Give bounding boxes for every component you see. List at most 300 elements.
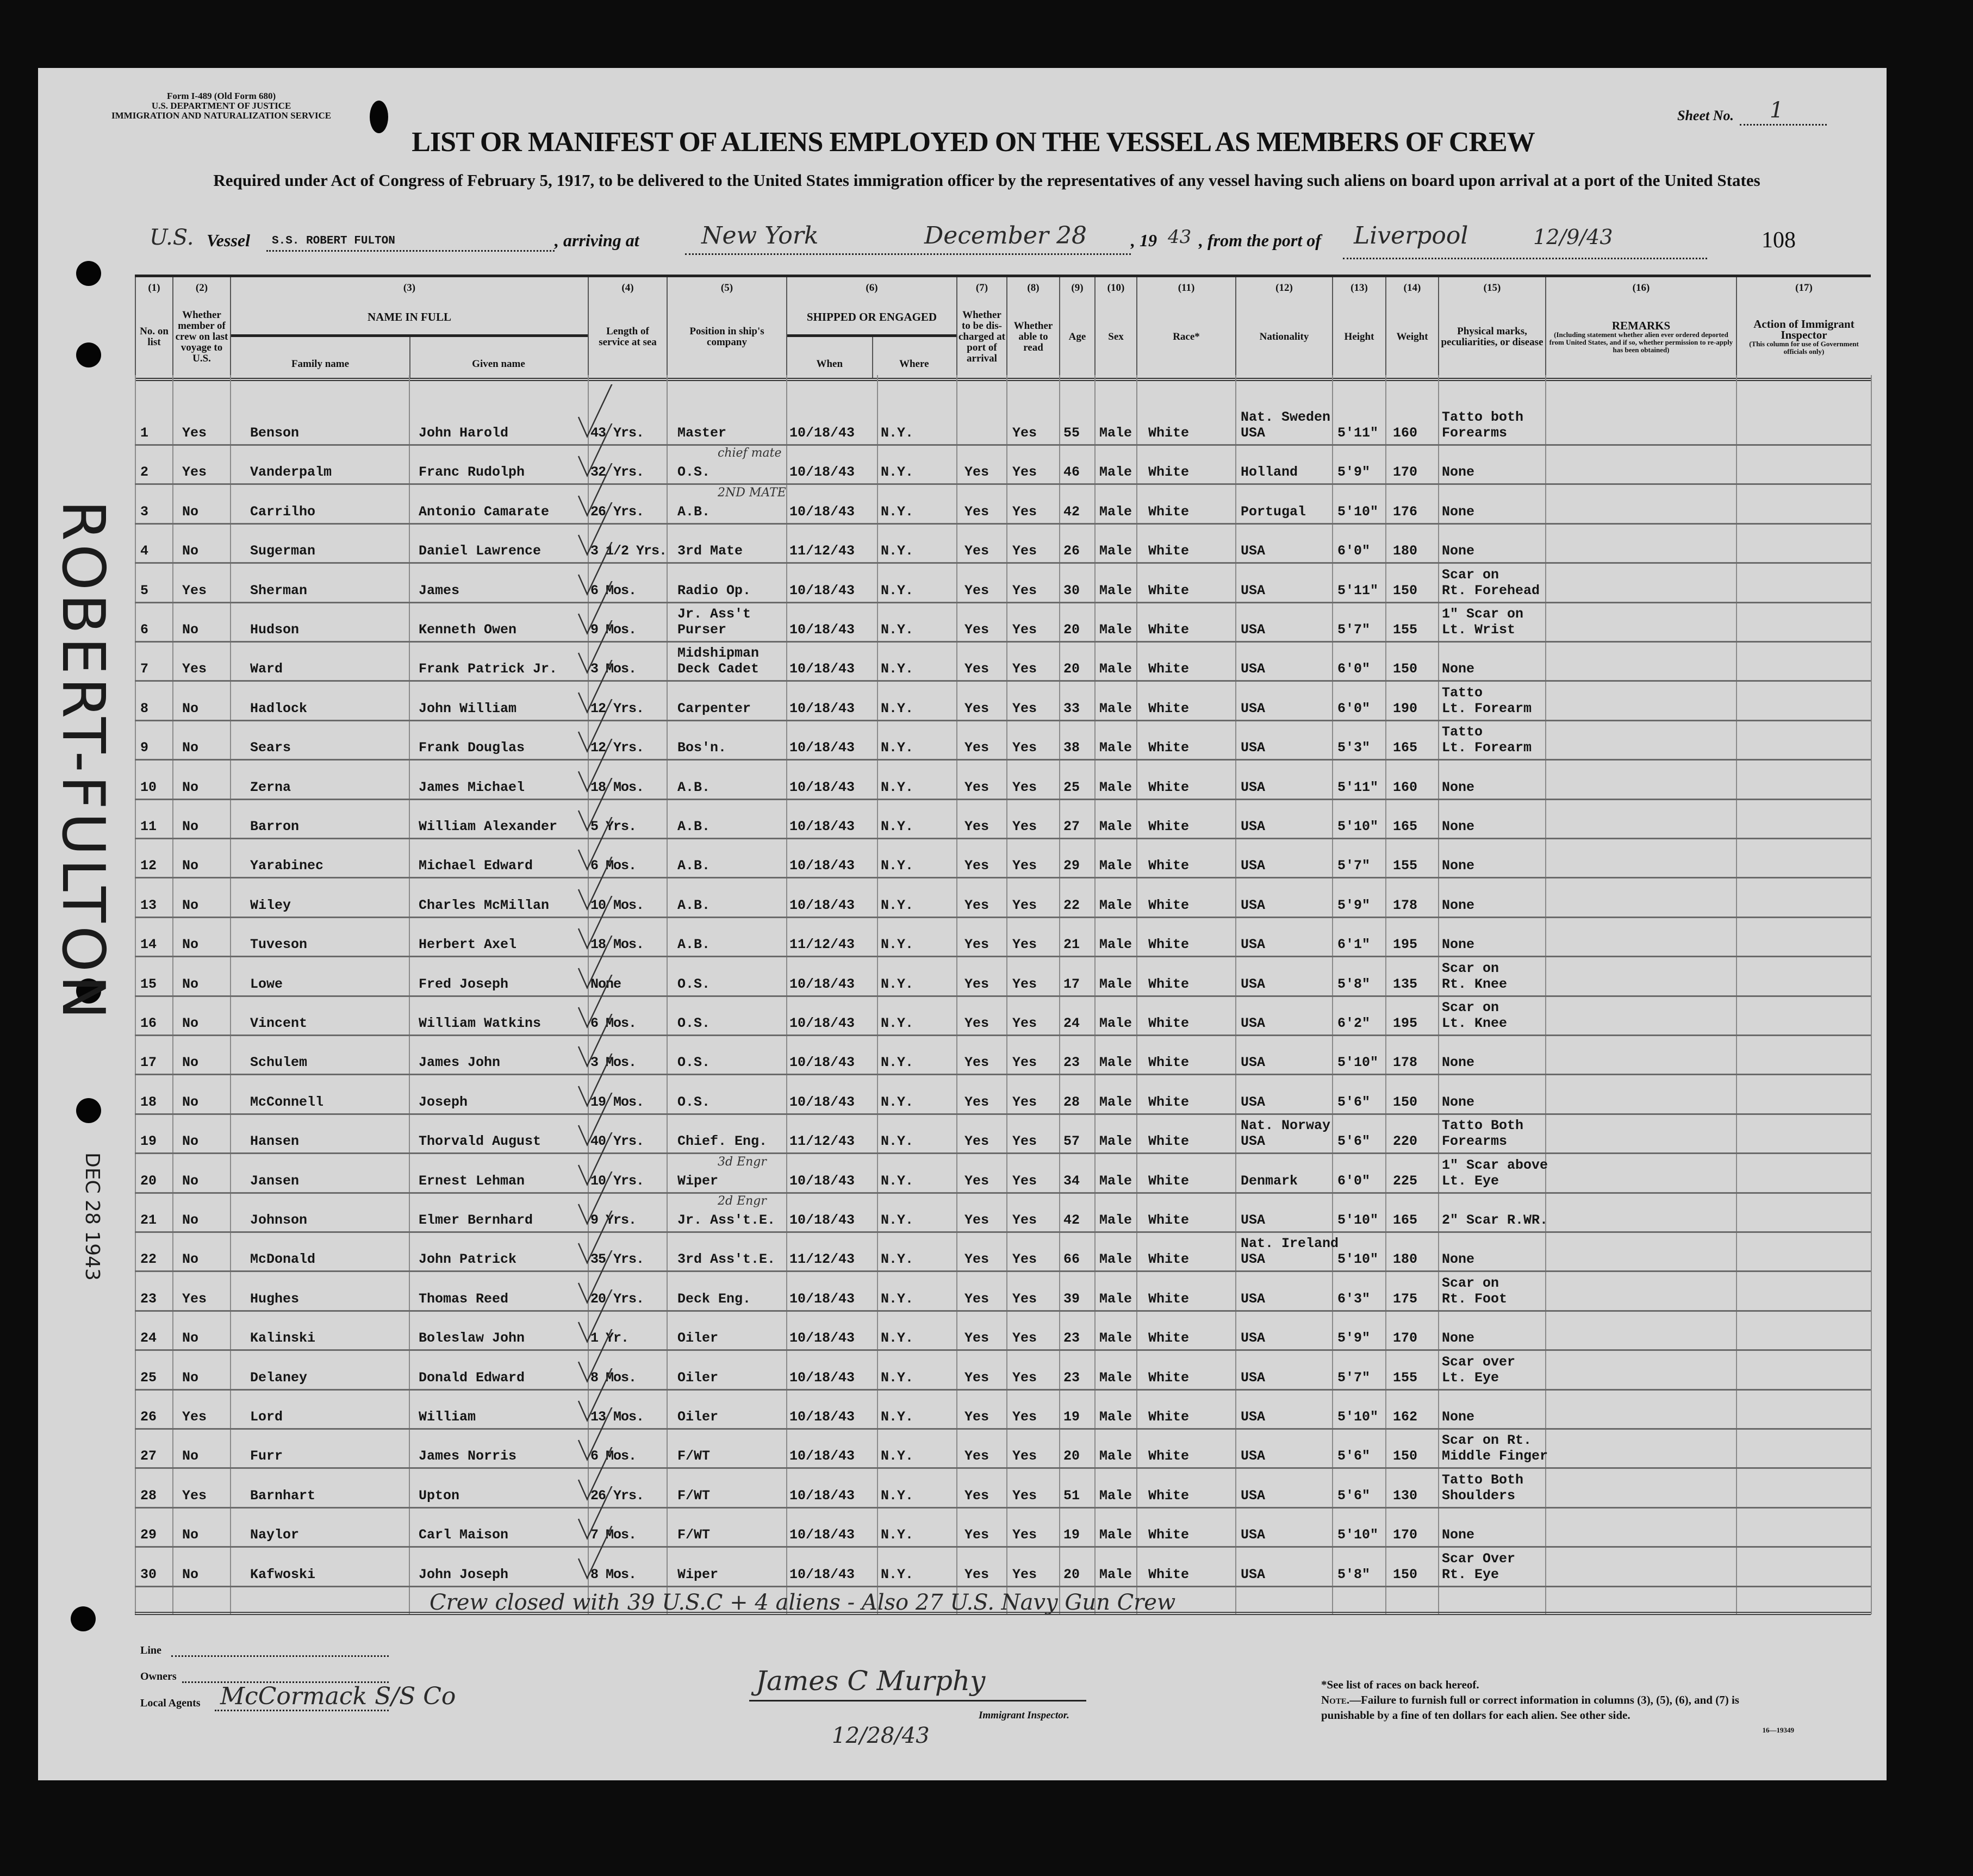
cell-nationality: USA — [1241, 661, 1266, 677]
cell-when: 10/18/43 — [789, 425, 855, 441]
cell-prev: No — [182, 1094, 199, 1110]
table-row — [135, 1389, 1871, 1430]
cell-no: 7 — [140, 661, 149, 677]
cell-no: 2 — [140, 464, 149, 481]
checkmark-icon — [576, 1526, 625, 1586]
cell-nationality: USA — [1241, 779, 1266, 795]
column-label-group — [1738, 299, 1870, 375]
cell-race: White — [1148, 1251, 1190, 1268]
cell-weight: 165 — [1393, 819, 1418, 834]
cell-marks: None — [1442, 1055, 1475, 1071]
cell-marks: None — [1442, 1251, 1475, 1268]
column-number: (6) — [866, 282, 878, 294]
cell-no: 13 — [140, 897, 157, 913]
cell-sex: Male — [1099, 1448, 1132, 1464]
cell-marks: Tatto Both Forearms — [1442, 1118, 1524, 1150]
cell-marks: 1" Scar on Lt. Wrist — [1442, 606, 1524, 638]
cell-race: White — [1148, 1173, 1190, 1189]
cell-prev: No — [182, 700, 199, 716]
cell-marks: None — [1442, 1330, 1475, 1347]
cell-race: White — [1148, 1566, 1190, 1582]
cell-no: 17 — [140, 1055, 157, 1071]
cell-discharged: Yes — [964, 1173, 989, 1189]
cell-discharged: Yes — [964, 1330, 989, 1347]
cell-when: 10/18/43 — [789, 1173, 855, 1189]
cell-read: Yes — [1012, 1448, 1037, 1464]
cell-read: Yes — [1012, 976, 1037, 992]
cell-position: Master — [677, 425, 727, 441]
cell-where: N.Y. — [881, 858, 914, 874]
cell-sex: Male — [1099, 1291, 1132, 1307]
cell-length: 35 Yrs. — [590, 1251, 644, 1268]
cell-age: 25 — [1063, 779, 1080, 795]
cell-race: White — [1148, 1448, 1190, 1464]
form-notes — [1321, 1677, 1794, 1738]
cell-marks: None — [1442, 464, 1475, 481]
cell-given: James John — [419, 1055, 501, 1071]
cell-prev: Yes — [182, 1409, 207, 1425]
cell-prev: No — [182, 1133, 199, 1150]
cell-weight: 175 — [1393, 1291, 1418, 1307]
column-number: (12) — [1275, 282, 1293, 294]
cell-nationality: USA — [1241, 1212, 1266, 1228]
cell-age: 33 — [1063, 700, 1080, 716]
service: IMMIGRATION AND NATURALIZATION SERVICE — [111, 110, 332, 121]
cell-prev: No — [182, 858, 199, 874]
column-detail: (Including statement whether alien ever ordered deported from United States, and if so, whether permission to re-apply has been obtained) — [1549, 330, 1733, 354]
cell-read: Yes — [1012, 819, 1037, 834]
cell-height: 6'2" — [1337, 1015, 1371, 1031]
column-number: (4) — [621, 282, 634, 294]
cell-where: N.Y. — [881, 1487, 914, 1504]
department: U.S. DEPARTMENT OF JUSTICE — [151, 101, 291, 111]
cell-no: 21 — [140, 1212, 157, 1228]
cell-no: 1 — [140, 425, 149, 441]
cell-prev: No — [182, 1173, 199, 1189]
cell-length: 18 Mos. — [590, 937, 644, 953]
cell-when: 10/18/43 — [789, 976, 855, 992]
cell-position: Jr. Ass't.E. — [677, 1212, 776, 1228]
column-number: (16) — [1632, 282, 1650, 294]
cell-weight: 150 — [1393, 582, 1418, 599]
cell-prev: Yes — [182, 1487, 207, 1504]
arriving-label: , arriving at — [555, 230, 639, 250]
cell-family: Vanderpalm — [250, 464, 332, 481]
grid-line — [1871, 375, 1872, 1615]
cell-weight: 180 — [1393, 1251, 1418, 1268]
cell-weight: 135 — [1393, 976, 1418, 992]
cell-weight: 220 — [1393, 1133, 1418, 1150]
cell-discharged: Yes — [964, 1566, 989, 1582]
cell-read: Yes — [1012, 1330, 1037, 1347]
cell-sex: Male — [1099, 1094, 1132, 1110]
cell-weight: 190 — [1393, 700, 1418, 716]
cell-prev: No — [182, 1369, 199, 1386]
cell-length: 19 Mos. — [590, 1094, 644, 1110]
cell-where: N.Y. — [881, 543, 914, 559]
cell-position: O.S. — [677, 464, 711, 481]
cell-no: 14 — [140, 937, 157, 953]
cell-sex: Male — [1099, 1251, 1132, 1268]
cell-discharged: Yes — [964, 1212, 989, 1228]
cell-race: White — [1148, 1212, 1190, 1228]
cell-height: 6'1" — [1337, 937, 1371, 953]
cell-nationality: USA — [1241, 543, 1266, 559]
column-header-1 — [135, 277, 172, 378]
cell-family: Jansen — [250, 1173, 300, 1189]
cell-prev: No — [182, 622, 199, 638]
cell-where: N.Y. — [881, 661, 914, 677]
cell-height: 5'10" — [1337, 819, 1379, 834]
cell-race: White — [1148, 1409, 1190, 1425]
cell-read: Yes — [1012, 1173, 1037, 1189]
cell-when: 10/18/43 — [789, 858, 855, 874]
cell-family: Hadlock — [250, 700, 308, 716]
cell-position: O.S. — [677, 1015, 711, 1031]
cell-sex: Male — [1099, 1015, 1132, 1031]
cell-position: Carpenter — [677, 700, 751, 716]
cell-position: F/WT — [677, 1487, 711, 1504]
cell-length: 9 Yrs. — [590, 1212, 637, 1228]
cell-where: N.Y. — [881, 937, 914, 953]
cell-length: 3 Mos. — [590, 661, 637, 677]
vessel-name: S.S. ROBERT FULTON — [272, 235, 395, 247]
page-number: 108 — [1762, 228, 1796, 253]
table-row — [135, 1231, 1871, 1272]
cell-read: Yes — [1012, 1369, 1037, 1386]
cell-position: O.S. — [677, 1055, 711, 1071]
cell-nationality: USA — [1241, 1527, 1266, 1543]
cell-no: 18 — [140, 1094, 157, 1110]
cell-nationality: USA — [1241, 622, 1266, 638]
cell-given: Boleslaw John — [419, 1330, 525, 1347]
cell-height: 5'7" — [1337, 1369, 1371, 1386]
cell-sex: Male — [1099, 622, 1132, 638]
cell-no: 10 — [140, 779, 157, 795]
cell-discharged: Yes — [964, 819, 989, 834]
cell-no: 3 — [140, 503, 149, 520]
cell-sex: Male — [1099, 1330, 1132, 1347]
column-number: (1) — [148, 282, 160, 294]
cell-prev: Yes — [182, 464, 207, 481]
cell-height: 5'6" — [1337, 1133, 1371, 1150]
column-label: Whether able to read — [1013, 320, 1053, 353]
cell-age: 28 — [1063, 1094, 1080, 1110]
cell-race: White — [1148, 1291, 1190, 1307]
cell-read: Yes — [1012, 1015, 1037, 1031]
cell-length: 7 Mos. — [590, 1527, 637, 1543]
cell-weight: 170 — [1393, 464, 1418, 481]
cell-read: Yes — [1012, 937, 1037, 953]
cell-length: 43 Yrs. — [590, 425, 644, 441]
cell-sex: Male — [1099, 1566, 1132, 1582]
column-label: No. on list — [140, 325, 169, 348]
cell-nationality: USA — [1241, 1330, 1266, 1347]
cell-no: 19 — [140, 1133, 157, 1150]
cell-discharged: Yes — [964, 543, 989, 559]
sub-column-label: Given name — [472, 358, 525, 370]
cell-no: 16 — [140, 1015, 157, 1031]
cell-read: Yes — [1012, 582, 1037, 599]
cell-discharged: Yes — [964, 976, 989, 992]
cell-no: 30 — [140, 1566, 157, 1582]
cell-race: White — [1148, 937, 1190, 953]
column-label: Action of Immigrant Inspector — [1753, 317, 1854, 341]
cell-height: 5'7" — [1337, 858, 1371, 874]
from-label: , from the port of — [1199, 230, 1321, 250]
form-number: Form I-489 (Old Form 680) — [166, 91, 276, 101]
cell-prev: No — [182, 976, 199, 992]
cell-race: White — [1148, 897, 1190, 913]
cell-where: N.Y. — [881, 1015, 914, 1031]
punch-hole — [76, 342, 101, 367]
column-number: (2) — [195, 282, 208, 294]
cell-race: White — [1148, 661, 1190, 677]
punch-hole — [76, 1098, 101, 1123]
cell-sex: Male — [1099, 503, 1132, 520]
cell-where: N.Y. — [881, 1094, 914, 1110]
cell-discharged: Yes — [964, 1055, 989, 1071]
cell-age: 26 — [1063, 543, 1080, 559]
cell-nationality: USA — [1241, 937, 1266, 953]
cell-length: 3 Mos. — [590, 1055, 637, 1071]
cell-sex: Male — [1099, 937, 1132, 953]
sub-column-label: Family name — [291, 358, 350, 370]
cell-discharged: Yes — [964, 622, 989, 638]
cell-given: James Norris — [419, 1448, 517, 1464]
cell-height: 5'10" — [1337, 1055, 1379, 1071]
cell-read: Yes — [1012, 897, 1037, 913]
cell-weight: 150 — [1393, 1448, 1418, 1464]
cell-no: 6 — [140, 622, 149, 638]
cell-when: 10/18/43 — [789, 1369, 855, 1386]
column-header-8 — [1006, 277, 1059, 378]
cell-height: 6'0" — [1337, 661, 1371, 677]
cell-family: Lowe — [250, 976, 283, 992]
cell-family: Carrilho — [250, 503, 316, 520]
column-number: (14) — [1403, 282, 1421, 294]
cell-sex: Male — [1099, 1055, 1132, 1071]
cell-marks: None — [1442, 897, 1475, 913]
table-row — [135, 523, 1871, 564]
cell-position: A.B. — [677, 503, 711, 520]
cell-read: Yes — [1012, 1251, 1037, 1268]
cell-race: White — [1148, 503, 1190, 520]
cell-nationality: USA — [1241, 740, 1266, 756]
cell-height: 5'6" — [1337, 1094, 1371, 1110]
cell-height: 6'3" — [1337, 1291, 1371, 1307]
cell-prev: No — [182, 1212, 199, 1228]
cell-given: Ernest Lehman — [419, 1173, 525, 1189]
inspector-date: 12/28/43 — [832, 1723, 930, 1748]
cell-race: White — [1148, 700, 1190, 716]
cell-discharged: Yes — [964, 740, 989, 756]
cell-race: White — [1148, 819, 1190, 834]
cell-length: 8 Mos. — [590, 1369, 637, 1386]
arrival-port: New York — [701, 222, 819, 250]
cell-given: Joseph — [419, 1094, 468, 1110]
cell-weight: 165 — [1393, 740, 1418, 756]
cell-where: N.Y. — [881, 1251, 914, 1268]
cell-marks: Scar on Rt. Foot — [1442, 1275, 1508, 1307]
cell-race: White — [1148, 779, 1190, 795]
cell-family: Vincent — [250, 1015, 308, 1031]
cell-weight: 150 — [1393, 661, 1418, 677]
cell-when: 10/18/43 — [789, 779, 855, 795]
cell-given: Michael Edward — [419, 858, 533, 874]
cell-nationality: USA — [1241, 976, 1266, 992]
cell-length: 3 1/2 Yrs. — [590, 543, 667, 559]
cell-marks: None — [1442, 1094, 1475, 1110]
cell-where: N.Y. — [881, 976, 914, 992]
cell-nationality: USA — [1241, 582, 1266, 599]
cell-read: Yes — [1012, 661, 1037, 677]
cell-race: White — [1148, 1133, 1190, 1150]
cell-no: 15 — [140, 976, 157, 992]
cell-sex: Male — [1099, 976, 1132, 992]
cell-height: 5'11" — [1337, 779, 1379, 795]
cell-marks: Scar Over Rt. Eye — [1442, 1550, 1516, 1582]
cell-nationality: Nat. Ireland USA — [1241, 1236, 1339, 1268]
cell-nationality: USA — [1241, 858, 1266, 874]
cell-given: Thorvald August — [419, 1133, 542, 1150]
cell-prev: Yes — [182, 582, 207, 599]
cell-marks: Scar over Lt. Eye — [1442, 1354, 1516, 1386]
column-label: SHIPPED OR ENGAGED — [806, 310, 937, 323]
cell-nationality: Nat. Sweden USA — [1241, 409, 1331, 441]
cell-discharged: Yes — [964, 1487, 989, 1504]
cell-height: 5'9" — [1337, 1330, 1371, 1347]
table-row — [135, 799, 1871, 839]
column-label: Sex — [1108, 331, 1124, 342]
cell-race: White — [1148, 464, 1190, 481]
cell-when: 10/18/43 — [789, 1566, 855, 1582]
cell-weight: 170 — [1393, 1527, 1418, 1543]
cell-where: N.Y. — [881, 1566, 914, 1582]
cell-no: 26 — [140, 1409, 157, 1425]
cell-sex: Male — [1099, 1212, 1132, 1228]
cell-position: A.B. — [677, 819, 711, 834]
column-header-4 — [588, 277, 667, 378]
table-row — [135, 1350, 1871, 1391]
cell-no: 24 — [140, 1330, 157, 1347]
cell-prev: Yes — [182, 661, 207, 677]
cell-given: John William — [419, 700, 517, 716]
cell-age: 22 — [1063, 897, 1080, 913]
cell-where: N.Y. — [881, 425, 914, 441]
cell-read: Yes — [1012, 1212, 1037, 1228]
cell-no: 8 — [140, 700, 149, 716]
column-label: Whether to be dis-charged at port of arrival — [959, 309, 1006, 364]
cell-length: 13 Mos. — [590, 1409, 644, 1425]
cell-discharged: Yes — [964, 1409, 989, 1425]
cell-when: 10/18/43 — [789, 1212, 855, 1228]
cell-family: Tuveson — [250, 937, 308, 953]
column-number: (3) — [403, 282, 416, 294]
cell-discharged: Yes — [964, 1527, 989, 1543]
cell-when: 11/12/43 — [789, 937, 855, 953]
cell-family: Barron — [250, 819, 300, 834]
cell-length: 6 Mos. — [590, 582, 637, 599]
cell-nationality: USA — [1241, 1055, 1266, 1071]
cell-age: 23 — [1063, 1330, 1080, 1347]
cell-given: Frank Douglas — [419, 740, 525, 756]
cell-position: Wiper — [677, 1173, 719, 1189]
cell-given: William — [419, 1409, 476, 1425]
cell-sex: Male — [1099, 700, 1132, 716]
cell-prev: No — [182, 1527, 199, 1543]
cell-no: 23 — [140, 1291, 157, 1307]
cell-when: 10/18/43 — [789, 897, 855, 913]
cell-marks: 2" Scar R.WR. — [1442, 1212, 1548, 1228]
cell-no: 11 — [140, 819, 157, 834]
column-label: Nationality — [1259, 331, 1309, 342]
column-header-13 — [1332, 277, 1385, 378]
column-header-10 — [1094, 277, 1136, 378]
cell-race: White — [1148, 1330, 1190, 1347]
cell-race: White — [1148, 425, 1190, 441]
cell-marks: Tatto Both Shoulders — [1442, 1472, 1524, 1504]
cell-marks: None — [1442, 503, 1475, 520]
cell-age: 19 — [1063, 1409, 1080, 1425]
cell-sex: Male — [1099, 543, 1132, 559]
cell-prev: No — [182, 1448, 199, 1464]
cell-no: 25 — [140, 1369, 157, 1386]
cell-sex: Male — [1099, 1133, 1132, 1150]
cell-when: 10/18/43 — [789, 700, 855, 716]
cell-given: Antonio Camarate — [419, 503, 550, 520]
cell-sex: Male — [1099, 779, 1132, 795]
cell-prev: No — [182, 503, 199, 520]
cell-height: 6'0" — [1337, 543, 1371, 559]
cell-prev: No — [182, 1055, 199, 1071]
cell-sex: Male — [1099, 819, 1132, 834]
cell-age: 38 — [1063, 740, 1080, 756]
cell-family: Delaney — [250, 1369, 308, 1386]
cell-prev: No — [182, 740, 199, 756]
cell-marks: None — [1442, 858, 1475, 874]
cell-when: 10/18/43 — [789, 1291, 855, 1307]
cell-weight: 160 — [1393, 779, 1418, 795]
cell-prev: Yes — [182, 425, 207, 441]
cell-given: John Harold — [419, 425, 509, 441]
column-number: (11) — [1178, 282, 1195, 294]
cell-marks: None — [1442, 543, 1475, 559]
local-agents-label: Local Agents — [140, 1697, 201, 1709]
column-label: REMARKS — [1611, 319, 1671, 332]
cell-height: 5'10" — [1337, 1212, 1379, 1228]
cell-marks: Tatto Lt. Forearm — [1442, 684, 1532, 716]
cell-discharged: Yes — [964, 661, 989, 677]
sub-column-label: When — [816, 358, 843, 370]
cell-weight: 178 — [1393, 897, 1418, 913]
cell-race: White — [1148, 1015, 1190, 1031]
cell-when: 10/18/43 — [789, 1330, 855, 1347]
cell-height: 5'7" — [1337, 622, 1371, 638]
cell-given: Daniel Lawrence — [419, 543, 542, 559]
cell-position: Deck Eng. — [677, 1291, 751, 1307]
arrival-year: 43 — [1168, 226, 1192, 248]
cell-height: 5'3" — [1337, 740, 1371, 756]
cell-discharged: Yes — [964, 1291, 989, 1307]
cell-weight: 195 — [1393, 937, 1418, 953]
cell-given: James Michael — [419, 779, 525, 795]
cell-nationality: USA — [1241, 1291, 1266, 1307]
cell-sex: Male — [1099, 1487, 1132, 1504]
cell-read: Yes — [1012, 1094, 1037, 1110]
handwritten-position-note: 3d Engr — [718, 1155, 767, 1169]
table-header — [135, 275, 1871, 381]
